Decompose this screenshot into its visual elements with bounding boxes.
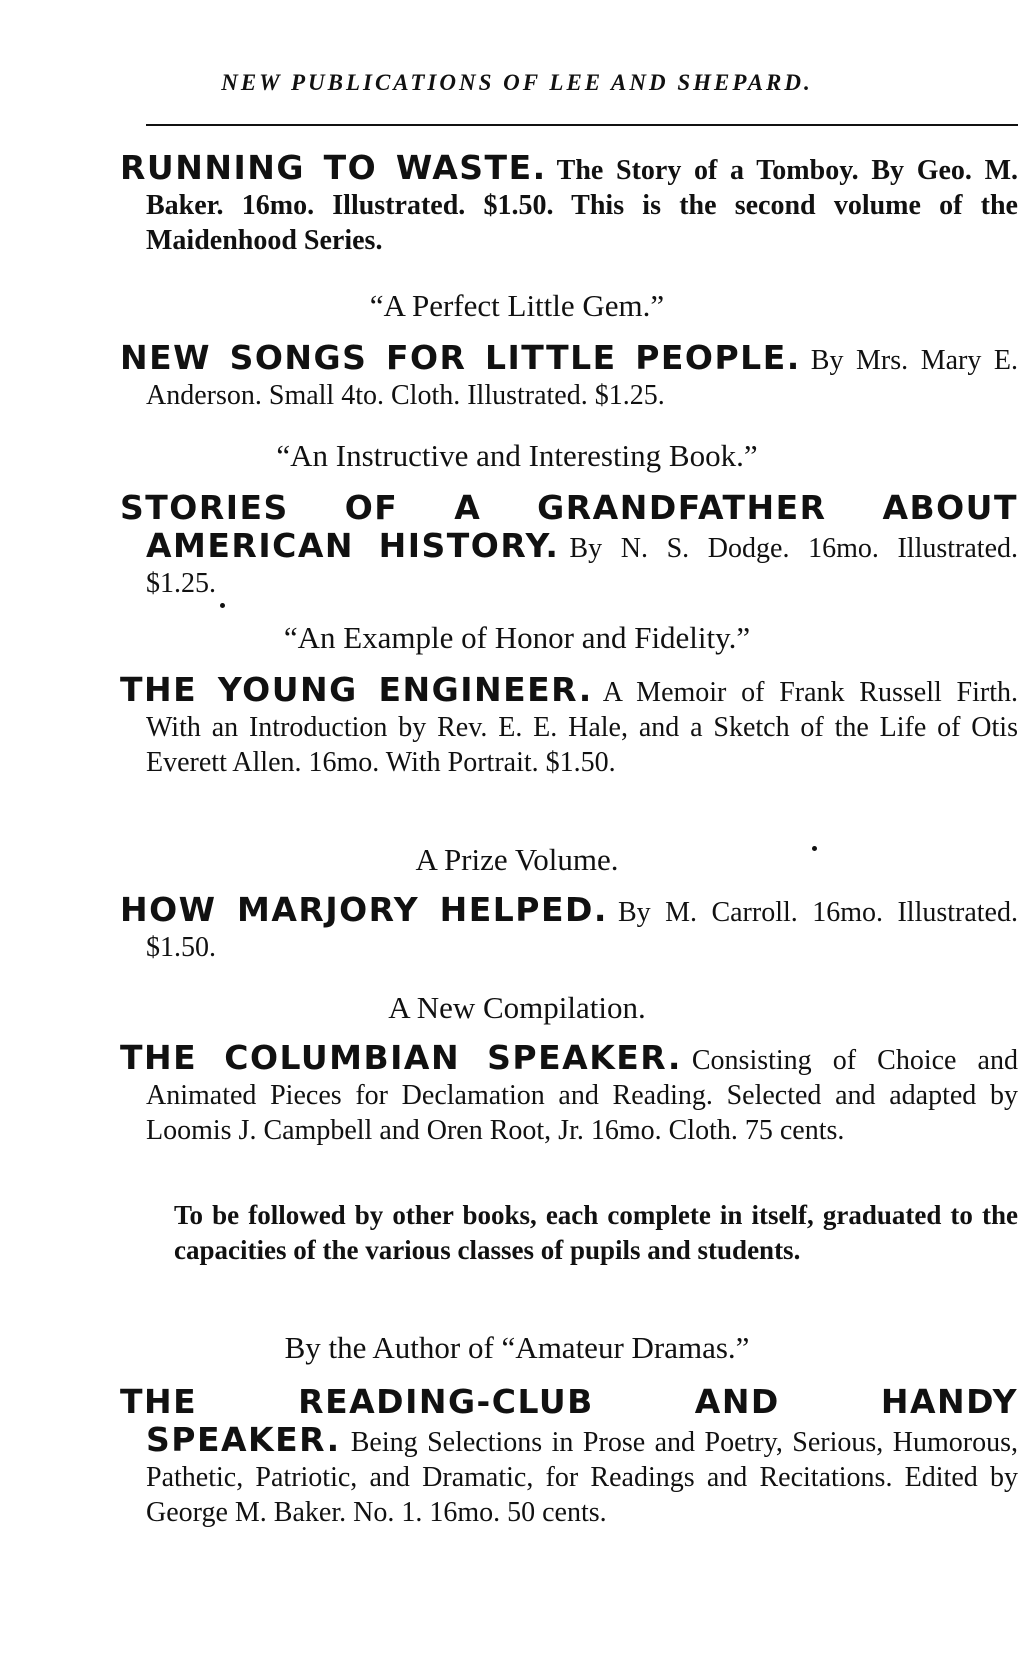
series-note: To be followed by other books, each complete in itself, graduated to the capacities of the various classes of pupils and students. <box>174 1200 1018 1265</box>
ink-dot <box>812 846 817 851</box>
entry-title: NEW SONGS FOR LITTLE PEOPLE. <box>120 338 801 377</box>
entry-title: STORIES OF A GRANDFATHER ABOUT AMERICAN HISTORY. <box>120 488 1018 565</box>
tagline: A New Compilation. <box>388 990 646 1025</box>
entry-body: By N. S. Dodge. 16mo. Illustrated. $1.25. <box>146 533 1018 599</box>
tagline: “A Perfect Little Gem.” <box>369 288 665 323</box>
tagline: “An Instructive and Interesting Book.” <box>276 438 758 473</box>
entry-body: The Story of a Tomboy. By Geo. M. Baker. 16mo. Illustrated. $1.50. This is the second volume of the Maidenhood Series. <box>146 155 1019 256</box>
tagline: By the Author of “Amateur Dramas.” <box>284 1330 750 1365</box>
entry-running-to-waste <box>120 148 1019 258</box>
entry-body: Consisting of Choice and Animated Pieces for Declamation and Reading. Selected and adapted by Loomis J. Campbell and Oren Root, Jr. 16mo. Cloth. 75 cents. <box>146 1045 1018 1146</box>
entry-young-engineer <box>120 670 1018 780</box>
running-header: NEW PUBLICATIONS OF LEE AND SHEPARD. <box>221 70 813 95</box>
header-rule <box>146 124 1018 126</box>
tagline: A Prize Volume. <box>415 842 619 877</box>
entry-how-marjory-helped <box>120 890 1018 965</box>
entry-title: HOW MARJORY HELPED. <box>120 890 608 929</box>
entry-reading-club <box>120 1382 1018 1530</box>
entry-title: THE YOUNG ENGINEER. <box>120 670 593 709</box>
entry-stories-of-a-grandfather <box>120 488 1018 601</box>
entry-new-songs <box>120 338 1019 413</box>
entry-body: By M. Carroll. 16mo. Illustrated. $1.50. <box>146 897 1018 963</box>
tagline: “An Example of Honor and Fidelity.” <box>283 620 751 655</box>
entry-title: THE COLUMBIAN SPEAKER. <box>120 1038 682 1077</box>
entry-columbian-speaker <box>120 1038 1018 1148</box>
entry-title: RUNNING TO WASTE. <box>120 148 547 187</box>
entry-body: By Mrs. Mary E. Anderson. Small 4to. Cloth. Illustrated. $1.25. <box>146 345 1019 411</box>
entry-body: A Memoir of Frank Russell Firth. With an Introduction by Rev. E. E. Hale, and a Sketch of the Life of Otis Everett Allen. 16mo. With Portrait. $1.50. <box>146 677 1018 778</box>
entry-title: THE READING-CLUB AND HANDY SPEAKER. <box>120 1382 1018 1459</box>
entry-body: Being Selections in Prose and Poetry, Serious, Humorous, Pathetic, Patriotic, and Dramatic, for Readings and Recitations. Edited by George M. Baker. No. 1. 16mo. 50 cents. <box>146 1427 1018 1528</box>
ink-dot <box>220 603 225 608</box>
